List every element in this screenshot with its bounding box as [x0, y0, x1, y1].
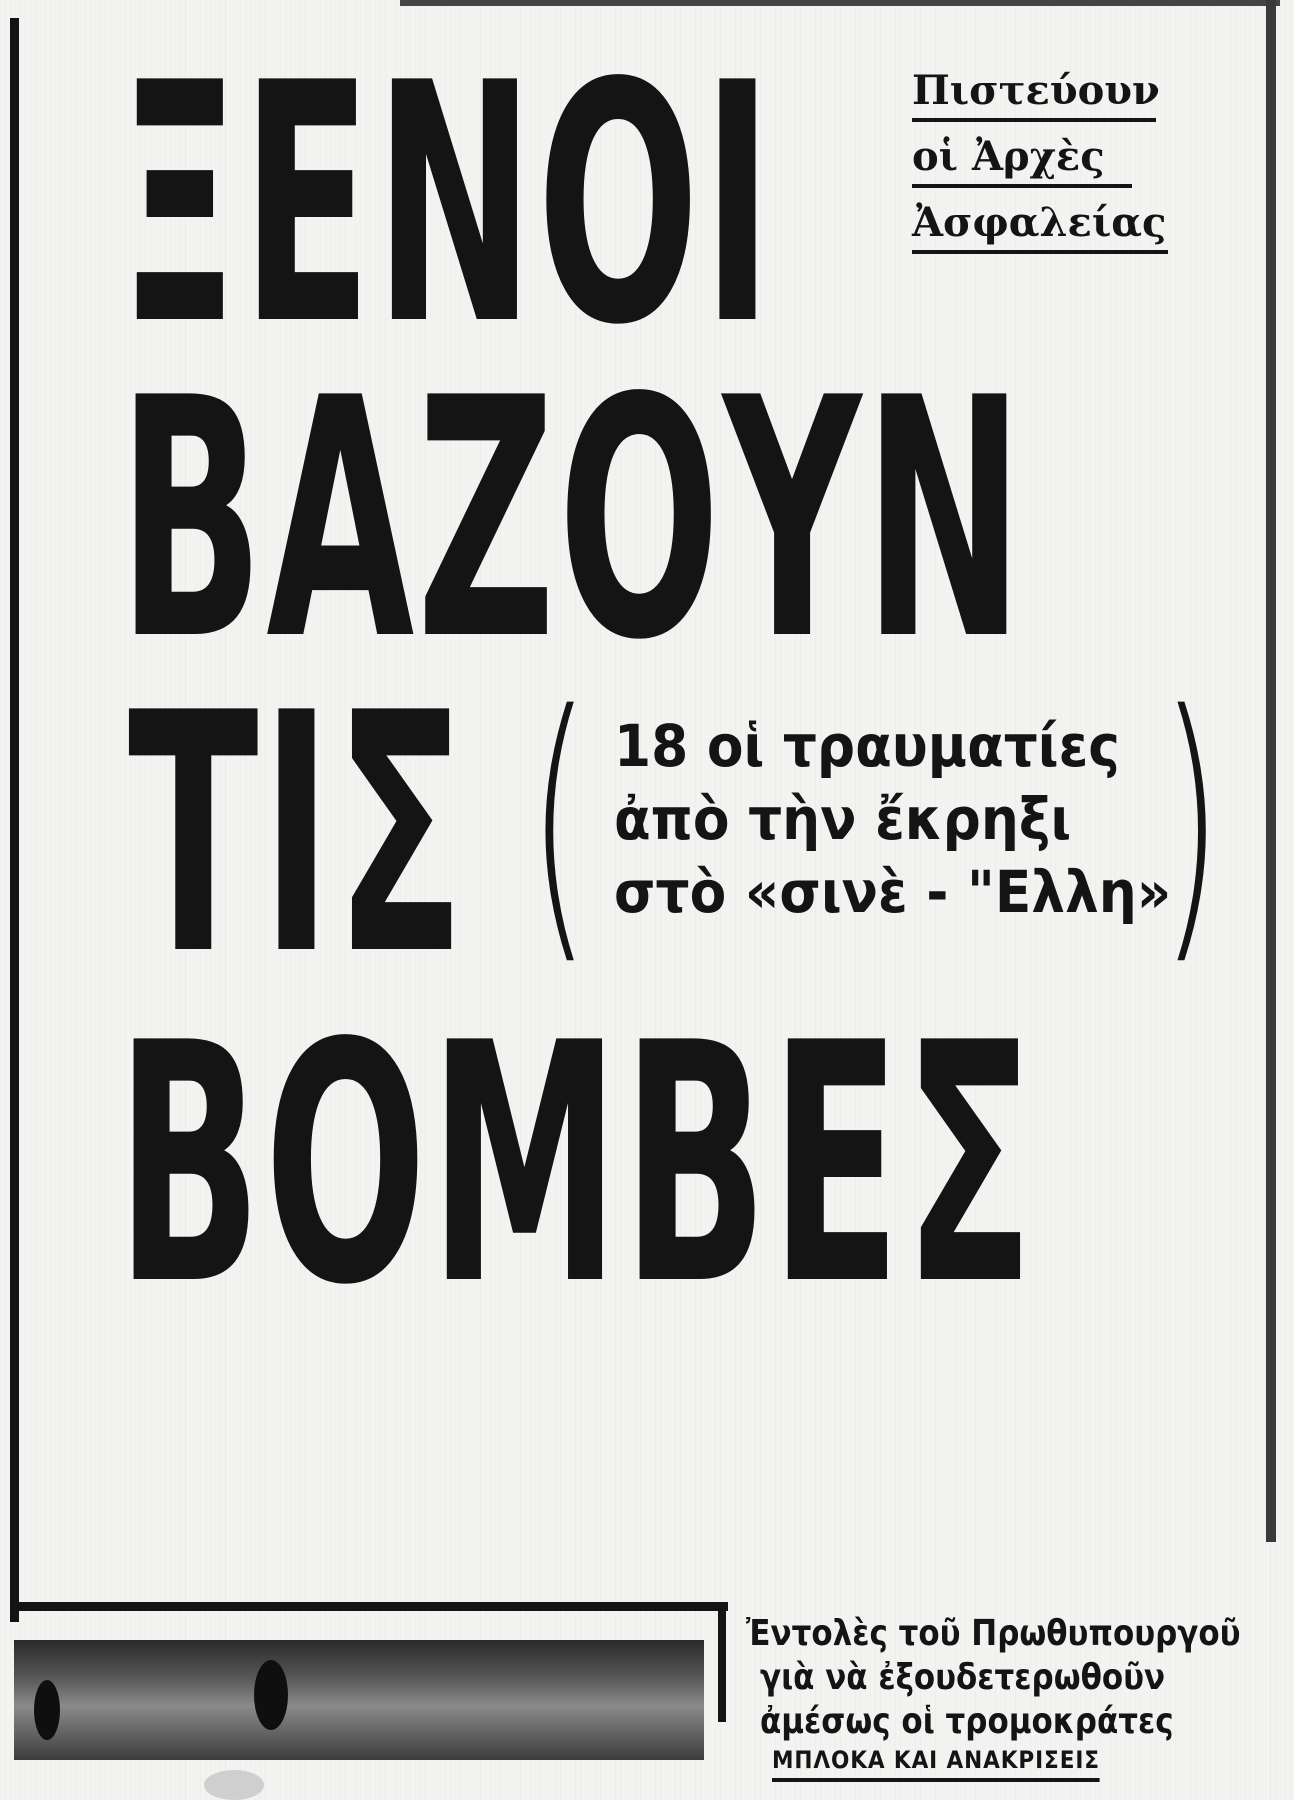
deck-line-3: ἀμέσως οἱ τρομοκράτες	[760, 1700, 1174, 1742]
headline-word-4: ΒΟΜΒΕΣ	[116, 973, 1037, 1357]
deck-line-2: γιὰ νὰ ἐξουδετερωθοῦν	[760, 1656, 1166, 1698]
photo-figure	[254, 1660, 288, 1730]
right-frame-rule	[1266, 0, 1276, 1542]
column-divider-rule	[718, 1602, 726, 1722]
deck	[742, 1612, 1242, 1782]
deck-line-1: Ἐντολὲς τοῦ Πρωθυπουργοῦ	[746, 1613, 1241, 1654]
subheadline-line-1: 18 οἱ τραυματίες	[614, 712, 1120, 780]
headline-word-1: ΞΕΝΟΙ	[118, 13, 776, 397]
subheadline-line-3: στὸ «σινὲ - "Ελλη»	[614, 858, 1172, 927]
kicker	[912, 67, 1182, 254]
open-parenthesis: (	[528, 654, 591, 991]
headline-word-2: ΒΑΖΟΥΝ	[118, 328, 1027, 712]
close-parenthesis: )	[1160, 654, 1223, 991]
headline-word-3: ΤΙΣ	[128, 643, 468, 1027]
left-frame-rule	[10, 18, 19, 1622]
subheadline	[614, 710, 1220, 929]
subheadline-line-2: ἀπὸ τὴν ἔκρηξι	[614, 785, 1072, 854]
kicker-line-1: Πιστεύουν	[912, 70, 1156, 122]
bottom-frame-rule	[10, 1602, 728, 1611]
photo-highlight	[204, 1770, 264, 1800]
top-rule	[400, 0, 1280, 6]
photo-figure	[34, 1680, 60, 1740]
deck-tag: ΜΠΛΟΚΑ ΚΑΙ ΑΝΑΚΡΙΣΕΙΣ	[772, 1746, 1100, 1782]
kicker-line-2: οἱ Ἀρχὲς	[912, 136, 1132, 188]
kicker-line-3: Ἀσφαλείας	[912, 202, 1168, 254]
news-photo	[14, 1640, 704, 1760]
